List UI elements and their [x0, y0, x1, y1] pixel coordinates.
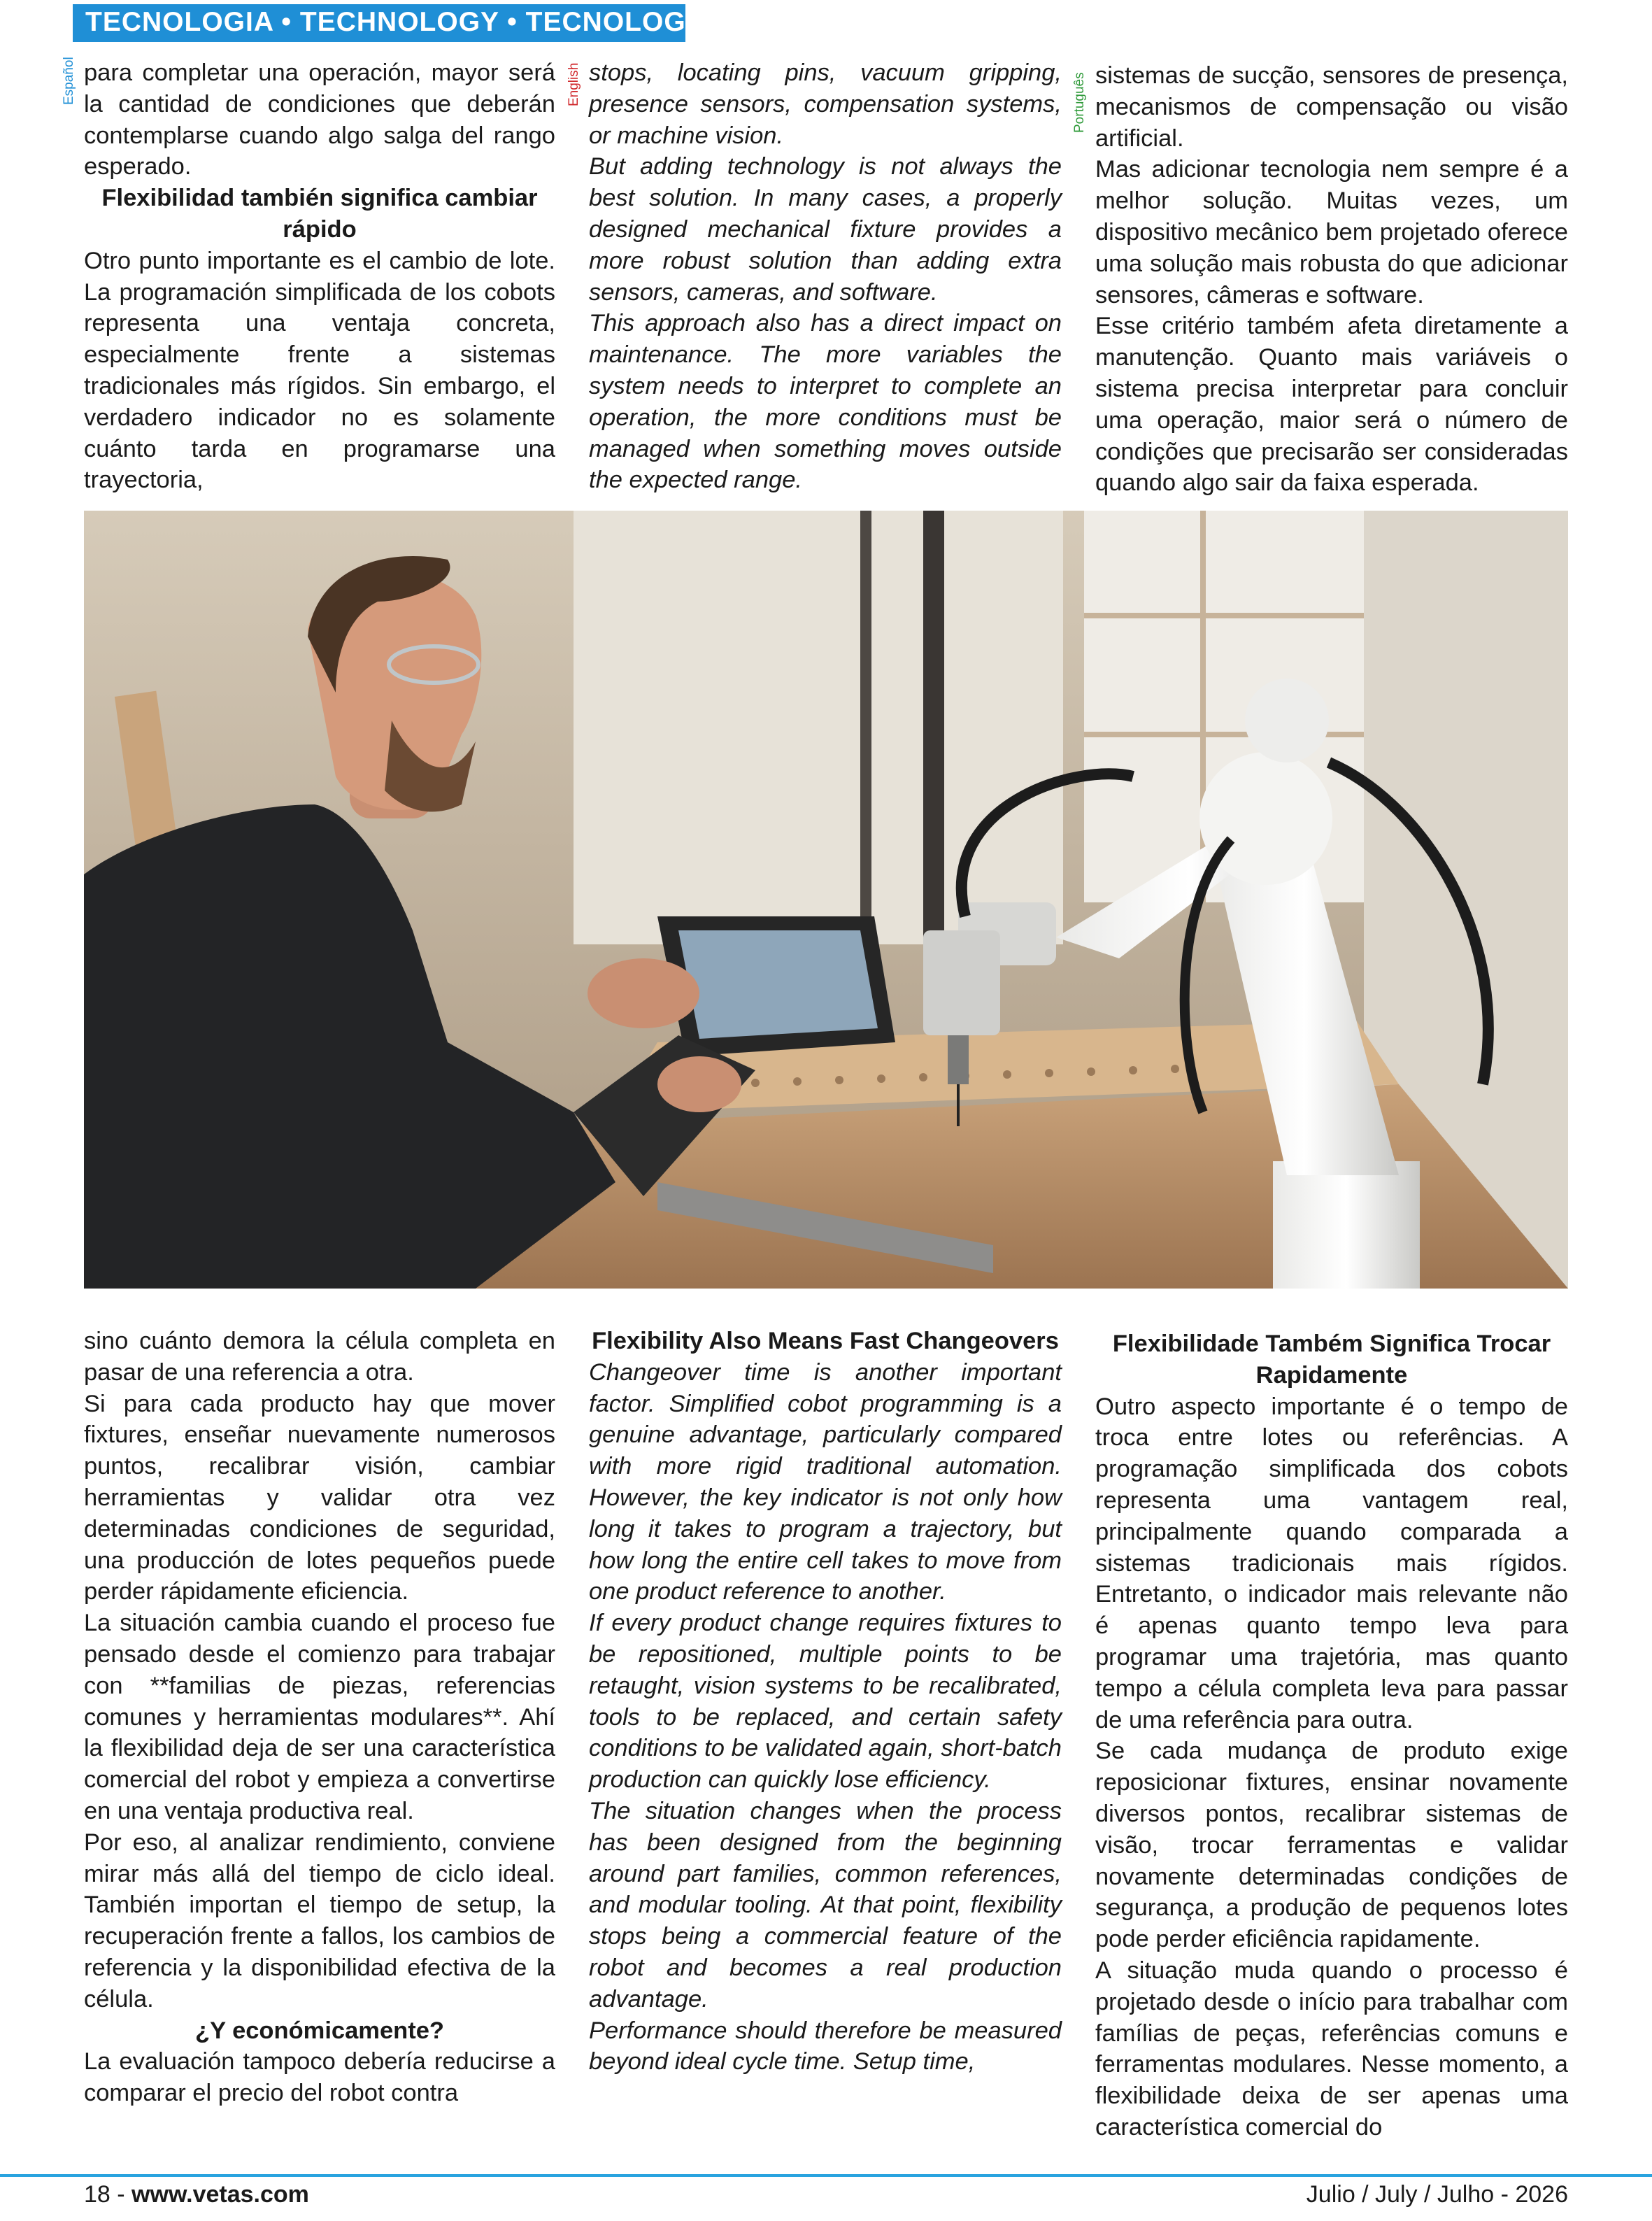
- side-label-english: English: [567, 62, 581, 106]
- section-banner-text: TECNOLOGIA • TECHNOLOGY • TECNOLOGIA: [85, 7, 715, 37]
- section-heading: Flexibilidade Também Significa Trocar Rapidamente: [1112, 1331, 1551, 1389]
- side-label-spanish: Español: [62, 57, 76, 105]
- paragraph: Esse critério também afeta diretamente a manutenção. Quanto mais variáveis o sistema precisa interpretar para concluir uma operação, maior será o número de condições que precisarão ser consideradas quando algo sair da faixa esperada.: [1095, 313, 1568, 497]
- paragraph: stops, locating pins, vacuum gripping, presence sensors, compensation systems, or machine vision.: [589, 59, 1062, 149]
- paragraph: Se cada mudança de produto exige reposicionar fixtures, ensinar novamente diversos pontos, recalibrar sistemas de visão, trocar ferramentas e validar novamente determinadas condições de segurança, a produção de pequenos lotes pode perder eficiência rapidamente.: [1095, 1738, 1568, 1953]
- footer-page-info: [84, 2181, 309, 2208]
- paragraph: sistemas de sucção, sensores de presença, mecanismos de compensação ou visão artificial.: [1095, 62, 1568, 152]
- section-banner: [73, 4, 715, 42]
- footer-issue-date: Julio / July / Julho - 2026: [1306, 2181, 1568, 2208]
- bottom-column-spanish: [84, 1326, 555, 2109]
- paragraph: para completar una operación, mayor será la cantidad de condiciones que deberán contemplarse cuando algo salga del rango esperado.: [84, 59, 555, 180]
- side-label-portuguese: Português: [1072, 72, 1087, 133]
- section-heading: Flexibility Also Means Fast Changeovers: [592, 1328, 1059, 1354]
- photo-cobot-operator-illustration: [84, 511, 1568, 1289]
- top-column-spanish: [84, 57, 555, 496]
- paragraph: This approach also has a direct impact on maintenance. The more variables the system needs to interpret to complete an operation, the more conditions must be managed when something moves outside the expected range.: [589, 310, 1062, 494]
- paragraph: A situação muda quando o processo é projetado desde o início para trabalhar com famílias de peças, referências comuns e ferramentas modulares. Nesse momento, a flexibilidade deixa de ser apenas uma característica comercial do: [1095, 1957, 1568, 2141]
- paragraph: Si para cada producto hay que mover fixtures, enseñar nuevamente numerosos puntos, recalibrar visión, cambiar herramientas y validar otra vez determinadas condiciones de seguridad, una producción de lotes pequeños puede perder rápidamente eficiencia.: [84, 1390, 555, 1605]
- paragraph: La situación cambia cuando el proceso fue pensado desde el comienzo para trabajar con **familias de piezas, referencias comunes y herramientas modulares**. Ahí la flexibilidad deja de ser una característica comercial del robot y empieza a convertirse en una ventaja productiva real.: [84, 1610, 555, 1824]
- paragraph: Otro punto importante es el cambio de lote. La programación simplificada de los cobots representa una ventaja concreta, especialmente frente a sistemas tradicionales más rígidos. Sin embargo, el verdadero indicador no es solamente cuánto tarda en programarse una trayectoria,: [84, 247, 555, 494]
- paragraph: Por eso, al analizar rendimiento, conviene mirar más allá del tiempo de ciclo ideal. También importan el tiempo de setup, la recuperación frente a fallos, los cambios de referencia y la disponibilidad efectiva de la célula.: [84, 1829, 555, 2013]
- paragraph: Outro aspecto importante é o tempo de troca entre lotes ou referências. A programação simplificada dos cobots representa uma vantagem real, principalmente quando comparada a sistemas tradicionais mais rígidos. Entretanto, o indicador mais relevante não é apenas quanto tempo leva para programar uma trajetória, mas quanto tempo a célula completa leva para passar de uma referência para outra.: [1095, 1393, 1568, 1733]
- top-column-portuguese: [1095, 60, 1568, 499]
- page-number: 18 -: [84, 2181, 132, 2208]
- paragraph: The situation changes when the process has been designed from the beginning around part families, common references, and modular tooling. At that point, flexibility stops being a commercial feature of the robot and becomes a real production advantage.: [589, 1797, 1062, 2013]
- article-photo: [84, 511, 1568, 1289]
- website-link[interactable]: www.vetas.com: [131, 2181, 309, 2208]
- section-heading: Flexibilidad también significa cambiar rápido: [101, 185, 538, 243]
- paragraph: La evaluación tampoco debería reducirse a comparar el precio del robot contra: [84, 2048, 555, 2107]
- paragraph: sino cuánto demora la célula completa en pasar de una referencia a otra.: [84, 1328, 555, 1386]
- bottom-column-portuguese: [1095, 1328, 1568, 2143]
- paragraph: If every product change requires fixtures to be repositioned, multiple points to be retaught, vision systems to be recalibrated, tools to be replaced, and certain safety conditions to be validated again, short-batch production can quickly lose efficiency.: [589, 1610, 1062, 1794]
- section-heading: ¿Y económicamente?: [195, 2017, 444, 2044]
- paragraph: Performance should therefore be measured beyond ideal cycle time. Setup time,: [589, 2017, 1062, 2075]
- footer-rule: [0, 2174, 1652, 2177]
- paragraph: Mas adicionar tecnologia nem sempre é a melhor solução. Muitas vezes, um dispositivo mecânico bem projetado oferece uma solução mais robusta do que adicionar sensores, câmeras e software.: [1095, 156, 1568, 308]
- top-column-english: [589, 57, 1062, 496]
- bottom-column-english: [589, 1326, 1062, 2078]
- paragraph: But adding technology is not always the best solution. In many cases, a properly designed mechanical fixture provides a more robust solution than adding extra sensors, cameras, and software.: [589, 153, 1062, 306]
- paragraph: Changeover time is another important factor. Simplified cobot programming is a genuine advantage, particularly compared with more rigid traditional automation. However, the key indicator is not only how long it takes to program a trajectory, but how long the entire cell takes to move from one product reference to another.: [589, 1358, 1062, 1605]
